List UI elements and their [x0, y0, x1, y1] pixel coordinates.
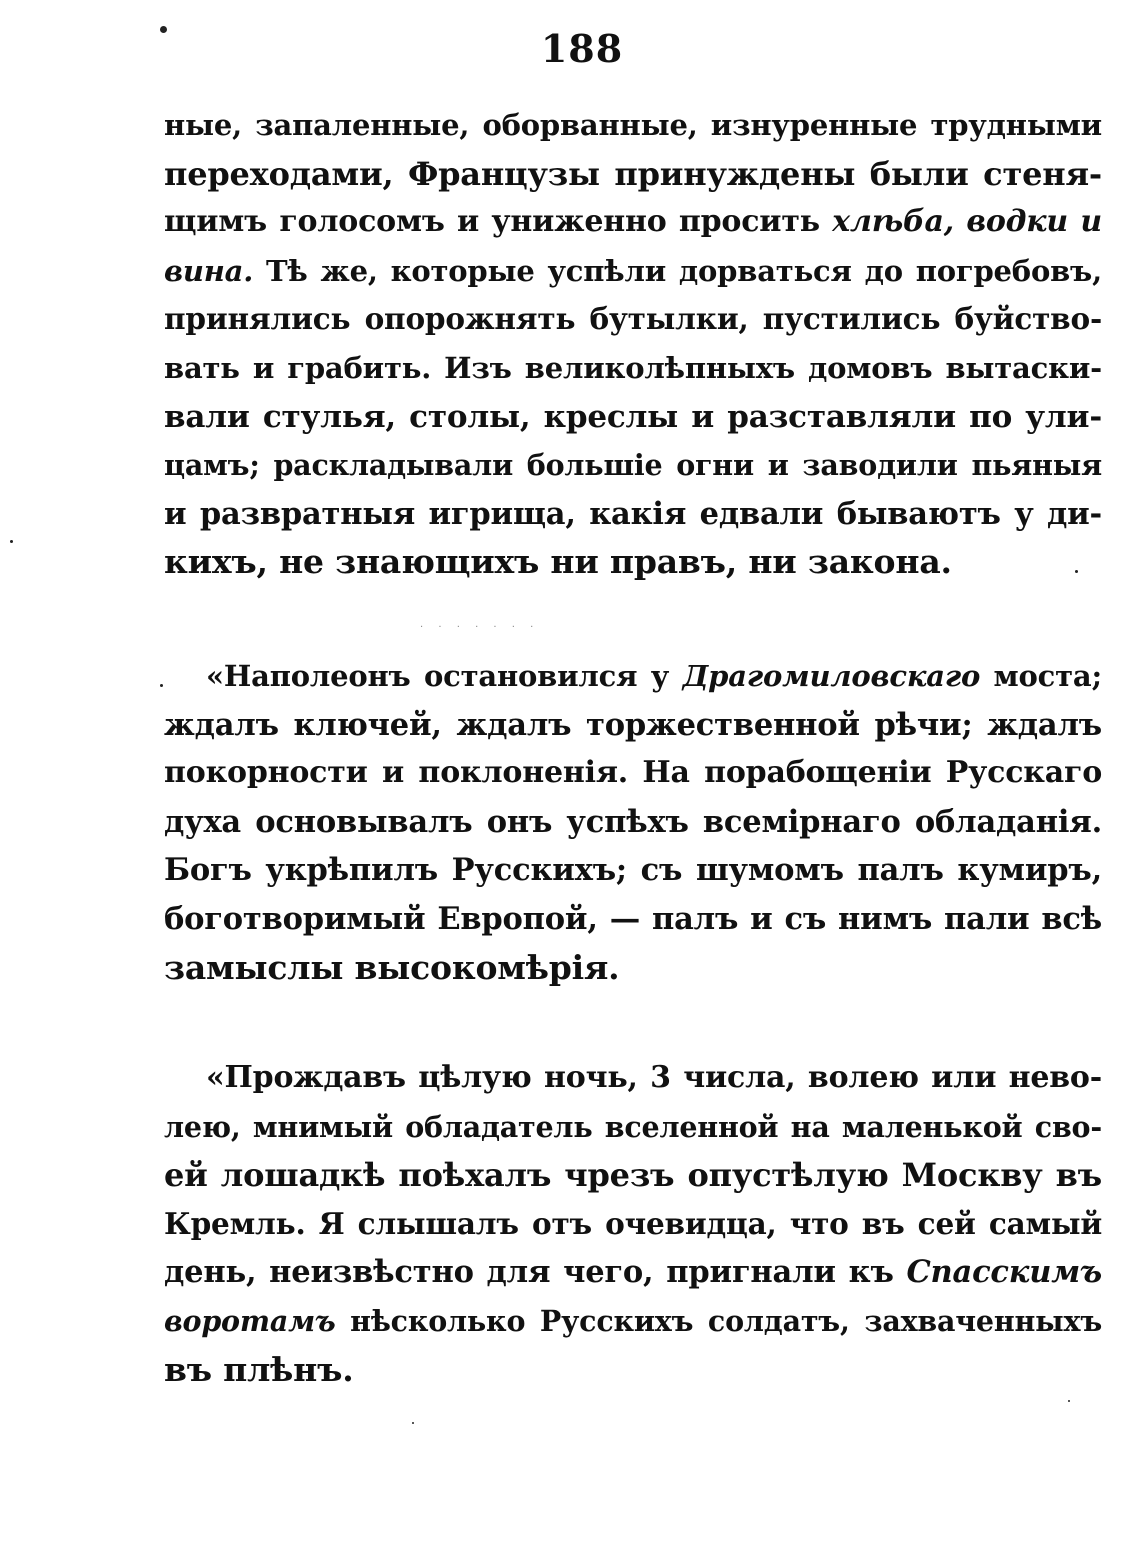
text-line — [164, 295, 1102, 344]
text-run: Богъ укрѣпилъ Русскихъ; съ шумомъ палъ кумиръ, — [164, 852, 1102, 889]
text-run: принялись опорожнять бутылки, пустились буйство- — [164, 301, 1102, 337]
text-run: ные, запаленные, оборванные, изнуренные трудными — [164, 108, 1102, 142]
text-line — [164, 1297, 1102, 1346]
paragraph-1 — [164, 101, 1102, 587]
text-line — [164, 344, 1102, 393]
text-line — [164, 1200, 1102, 1249]
text-run: день, неизвѣстно для чего, пригнали къ — [164, 1254, 907, 1291]
text-line — [164, 1054, 1102, 1103]
text-line — [164, 749, 1102, 798]
text-run: вали стулья, столы, креслы и разставляли по ули- — [164, 398, 1102, 435]
paragraph-2 — [164, 652, 1102, 992]
text-run: кихъ, не знающихъ ни правъ, ни закона. — [164, 542, 952, 582]
text-line — [164, 1103, 1102, 1152]
print-speck — [10, 540, 13, 543]
text-run: ей лошадкѣ поѣхалъ чрезъ опустѣлую Москву въ — [164, 1156, 1102, 1195]
text-line — [164, 538, 1102, 587]
italic-text: хлѣба, водки и — [832, 204, 1102, 240]
text-run: «Прождавъ цѣлую ночь, 3 числа, волею или нево- — [206, 1060, 1102, 1095]
text-line — [164, 846, 1102, 895]
text-run: замыслы высокомѣрія. — [164, 947, 620, 987]
text-run: покорности и поклоненія. На порабощеніи Русскаго — [164, 755, 1102, 791]
text-line — [164, 701, 1102, 750]
text-line — [164, 198, 1102, 247]
print-speck — [1075, 570, 1078, 573]
print-speck — [1068, 1400, 1070, 1402]
text-run: моста; — [980, 659, 1103, 693]
page-number: 188 — [540, 26, 624, 71]
text-run: ждалъ ключей, ждалъ торжественной рѣчи; ждалъ — [164, 706, 1102, 743]
text-line — [164, 895, 1102, 944]
text-line — [164, 393, 1102, 442]
text-run: нѣсколько Русскихъ солдатъ, захваченныхъ — [335, 1303, 1102, 1338]
text-line — [164, 101, 1102, 150]
print-specks: · · · · · · · — [420, 622, 540, 633]
italic-text: Спасскимъ — [906, 1254, 1102, 1291]
text-line — [164, 652, 1102, 701]
text-run: Тѣ же, которые успѣли дорваться до погребовъ, — [253, 253, 1102, 288]
text-run: и развратныя игрища, какія едвали бываютъ у ди- — [164, 495, 1102, 532]
text-run: въ плѣнъ. — [164, 1349, 354, 1389]
italic-text: вина. — [164, 253, 254, 288]
print-speck — [412, 1422, 414, 1424]
text-run: переходами, Французы принуждены были стеня- — [164, 154, 1102, 193]
text-run: щимъ голосомъ и униженно просить — [164, 204, 833, 240]
text-line — [164, 798, 1102, 847]
text-line — [164, 247, 1102, 296]
text-run: «Наполеонъ остановился у — [206, 659, 683, 693]
text-line — [164, 441, 1102, 490]
text-line — [164, 944, 1102, 993]
paragraph-3 — [164, 1054, 1102, 1394]
text-run: духа основывалъ онъ успѣхъ всемірнаго обладанія. — [164, 803, 1102, 840]
text-line — [164, 150, 1102, 199]
print-speck — [160, 684, 163, 687]
text-run: вать и грабить. Изъ великолѣпныхъ домовъ вытаски- — [164, 350, 1102, 385]
text-run: цамъ; раскладывали большіе огни и заводили пьяныя — [164, 448, 1102, 483]
text-line — [164, 1346, 1102, 1395]
text-line — [164, 1151, 1102, 1200]
text-run: боготворимый Европой, — палъ и съ нимъ пали всѣ — [164, 900, 1102, 937]
text-run: лею, мнимый обладатель вселенной на маленькой сво- — [164, 1109, 1102, 1144]
print-speck — [160, 26, 167, 33]
text-line — [164, 1248, 1102, 1297]
italic-text: воротамъ — [164, 1303, 336, 1338]
text-run: Кремль. Я слышалъ отъ очевидца, что въ сей самый — [164, 1205, 1102, 1241]
text-line — [164, 490, 1102, 539]
italic-text: Драгомиловскаго — [682, 659, 981, 693]
